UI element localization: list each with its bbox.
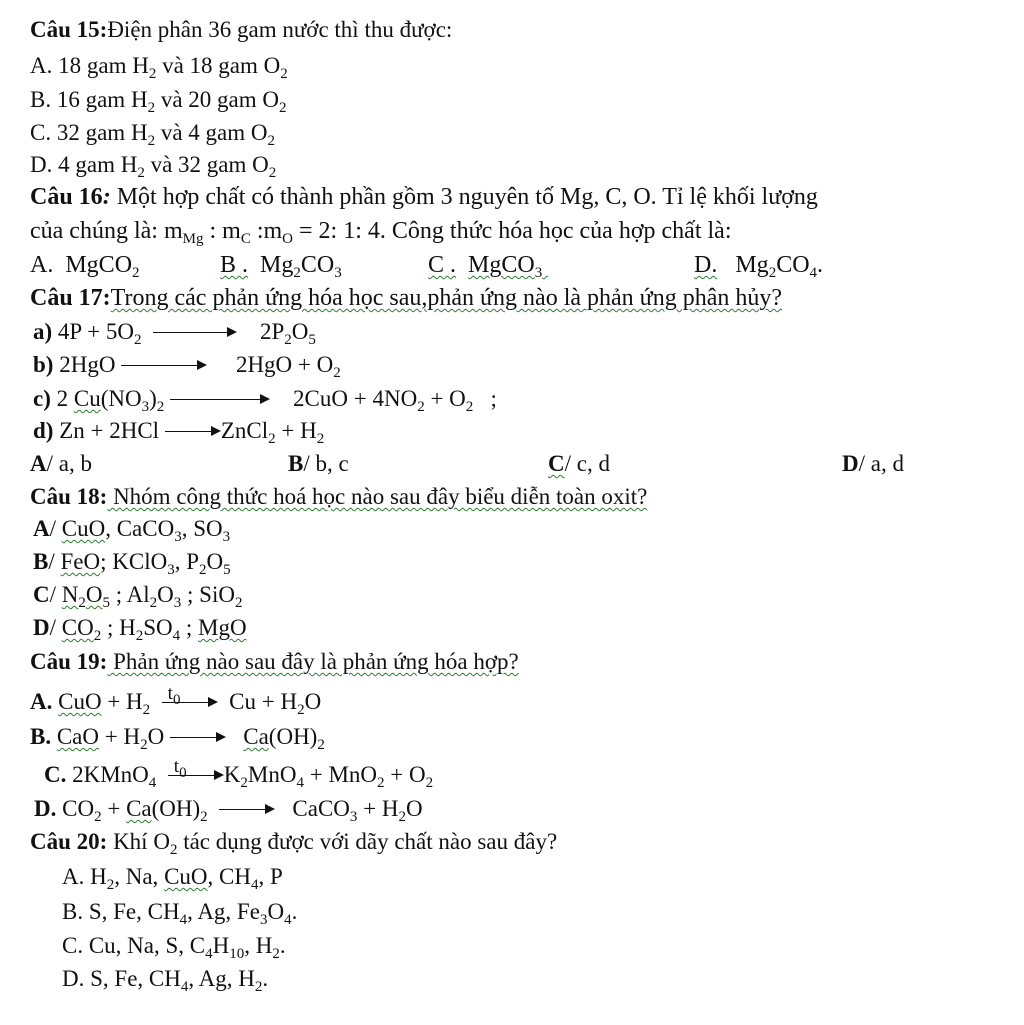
question-18-option-a: A/ CuO, CaCO$_3$, $SO_3$ (33, 516, 231, 545)
reaction-19a: A. CuO + $H_2$ $t_0$ $Cu + H_2O$ (30, 683, 322, 718)
question-16-option-b: B . $Mg_2CO_3$ (220, 252, 342, 281)
question-15-option-b: B. 16 gam $H_2$ và 20 gam $O_2$ (30, 87, 287, 116)
question-18-option-c: C/ $N_2O_5$ ; $Al_2O_3$ ; SiO$_2$ (33, 582, 243, 611)
reaction-17c: c) 2 $Cu(NO_3)_2$ $2CuO + 4NO_2 + O_2$ ; (33, 386, 497, 415)
question-15-text: Điện phân 36 gam nước thì thu được: (107, 17, 453, 42)
question-20: Câu 20: Khí $O_2$ tác dụng được với dãy chất nào sau đây? (30, 829, 558, 858)
reaction-17a: a) $4P + 5O_2$ $2P_2O_5$ (33, 319, 316, 348)
reaction-17b: b) 2HgO $2HgO + O_2$ (33, 352, 341, 381)
question-16: Câu 16: Một hợp chất có thành phần gồm 3 nguyên tố Mg, C, O. Tỉ lệ khối lượng (30, 184, 818, 210)
question-17-answer-a: A/ a, b (30, 451, 92, 476)
question-15-option-d: D. 4 gam $H_2$ và 32 gam $O_2$ (30, 152, 277, 181)
reaction-arrow (170, 724, 226, 750)
question-18-option-d: D/ $CO_2$ ; $H_2SO_4$ ; MgO (33, 615, 247, 644)
question-20-option-b: B. S, Fe, $CH_4$, Ag, $Fe_3O_4$. (62, 899, 298, 928)
reaction-arrow (121, 352, 207, 378)
reaction-17d: d) Zn + 2HCl ZnCl$_2$ + $H_2$ (33, 418, 325, 447)
reaction-arrow-heated: $t_0$ (162, 689, 218, 715)
question-20-option-a: A. $H_2$, Na, CuO, $CH_4$, P (62, 864, 283, 893)
question-18 (30, 484, 647, 510)
question-18-number: Câu 18: (30, 484, 108, 509)
question-16-text: Một hợp chất có thành phần gồm 3 nguyên tố Mg, C, O. Tỉ lệ khối lượng (110, 184, 818, 210)
reaction-arrow (165, 418, 221, 444)
question-16-number: Câu 16 (30, 184, 103, 210)
reaction-arrow (219, 796, 275, 822)
reaction-arrow-heated: $t_0$ (168, 762, 224, 788)
question-16-option-a: A. MgCO$_2$ (30, 252, 140, 281)
reaction-19b: B. CaO + $H_2O$ $Ca(OH)_2$ (30, 724, 325, 753)
question-17-number: Câu 17: (30, 285, 111, 311)
question-15-number: Câu 15: (30, 17, 108, 42)
question-17-answer-c: C/ c, d (548, 451, 610, 476)
question-15 (30, 17, 452, 43)
reaction-19c: C. 2KMnO$_4$ $t_0$ $K_2MnO_4 + MnO_2 + O_2$ (44, 756, 434, 791)
question-19-number: Câu 19: (30, 649, 108, 674)
question-17-text: Trong các phản ứng hóa học sau,phản ứng nào là phản ứng phân hủy? (110, 285, 782, 311)
question-16-option-c: C . MgCO$_3$ (428, 252, 543, 281)
question-16-ratio: của chúng là: $m_{Mg}$ : $m_C$ $:m_O = 2$: 1: 4. Công thức hóa học của hợp chất là: (30, 218, 732, 247)
reaction-19d: D. $CO_2 + Ca(OH)_2$ CaCO$_3$ + $H_2O$ (34, 796, 423, 825)
question-19 (30, 649, 519, 675)
question-17 (30, 285, 782, 311)
question-15-option-a: A. 18 gam $H_2$ và 18 gam $O_2$ (30, 53, 288, 82)
question-18-option-b: B/ FeO; KClO$_3$, $P_2O_5$ (33, 549, 231, 578)
reaction-arrow (153, 319, 237, 345)
question-18-text: Nhóm công thức hoá học nào sau đây biểu diễn toàn oxit? (107, 484, 648, 509)
question-20-option-c: C. Cu, Na, S, $C_4H_{10}$, $H_2$. (62, 933, 286, 962)
question-16-option-d: D. $Mg_2CO_4$. (694, 252, 824, 281)
question-17-answer-b: B/ b, c (288, 451, 349, 476)
question-15-option-c: C. 32 gam $H_2$ và 4 gam $O_2$ (30, 120, 275, 149)
question-17-answer-d: D/ a, d (842, 451, 904, 476)
reaction-arrow (170, 386, 270, 412)
question-19-text: Phản ứng nào sau đây là phản ứng hóa hợp? (107, 649, 519, 674)
question-20-number: Câu 20: (30, 829, 108, 854)
question-20-option-d: D. S, Fe, $CH_4$, Ag, $H_2$. (62, 966, 269, 995)
